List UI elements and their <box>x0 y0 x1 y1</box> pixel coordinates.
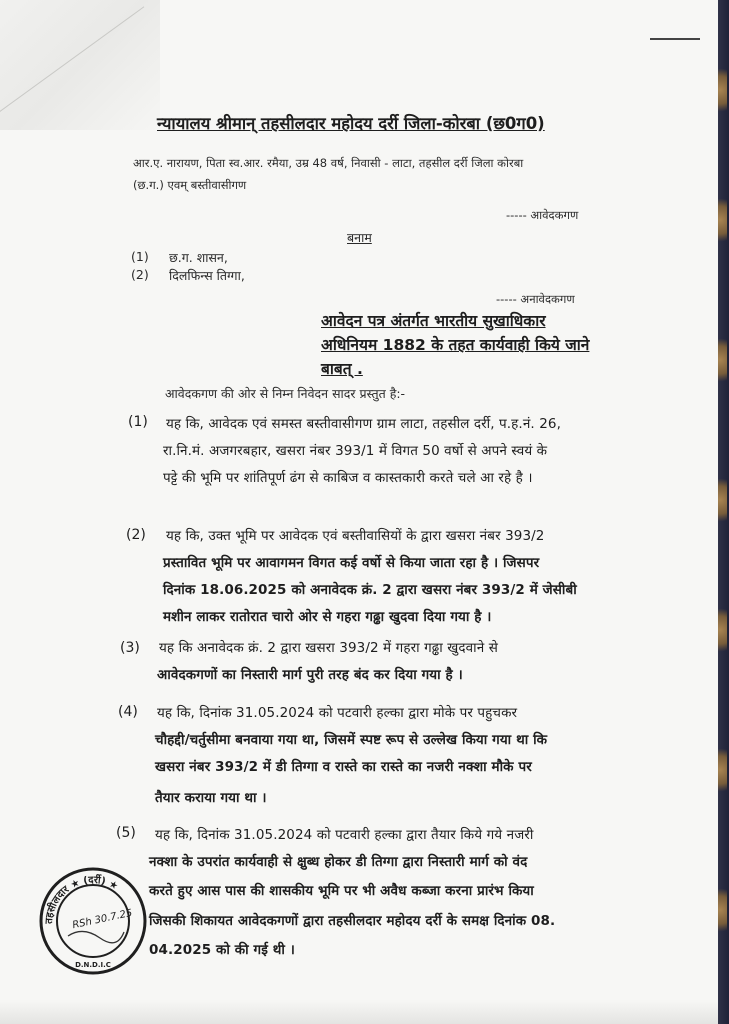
respondent-2-name: दिलफिन्स तिग्गा, <box>169 268 245 283</box>
paragraph-3-line: आवेदकगणों का निस्तारी मार्ग पुरी तरह बंद कर दिया गया है । <box>157 667 463 683</box>
applicant-line-2: (छ.ग.) एवम् बस्तीवासीगण <box>133 178 247 192</box>
respondent-label: ----- अनावेदकगण <box>496 292 575 306</box>
paragraph-2-line: दिनांक 18.06.2025 को अनावेदक क्रं. 2 द्वारा खसरा नंबर 393/2 में जेसीबी <box>163 582 577 598</box>
paragraph-4-line: तैयार कराया गया था । <box>155 790 267 806</box>
paragraph-5-line: जिसकी शिकायत आवेदकगणों द्वारा तहसीलदार महोदय दर्री के समक्ष दिनांक 08. <box>149 913 556 929</box>
respondent-2-num: (2) <box>131 267 149 282</box>
paragraph-1-num: (1) <box>128 414 148 430</box>
subject-line-1: आवेदन पत्र अंतर्गत भारतीय सुखाधिकार <box>321 312 546 330</box>
paragraph-5-line: 04.2025 को की गई थी । <box>149 942 295 958</box>
versus-label: बनाम <box>347 230 372 245</box>
paragraph-5-line: नक्शा के उपरांत कार्यवाही से क्षुब्ध होकर डी तिग्गा द्वारा निस्तारी मार्ग को वंद <box>149 854 528 870</box>
paragraph-5-line: यह कि, दिनांक 31.05.2024 को पटवारी हल्का द्वारा तैयार किये गये नजरी <box>155 827 534 843</box>
paragraph-5-line: करते हुए आस पास की शासकीय भूमि पर भी अवैध कब्जा करना प्रारंभ किया <box>149 883 534 899</box>
paragraph-4-line: यह कि, दिनांक 31.05.2024 को पटवारी हल्का द्वारा मोके पर पहुचकर <box>157 705 518 721</box>
paragraph-1-line: रा.नि.मं. अजगरबहार, खसरा नंबर 393/1 में विगत 50 वर्षो से अपने स्वयं के <box>163 443 548 459</box>
stamp-outer-text: तहसीलदार ★ (दर्री) ★ <box>43 874 120 925</box>
paragraph-1-line: पट्टे की भूमि पर शांतिपूर्ण ढंग से काबिज व कास्तकारी करते चले आ रहे है । <box>163 470 533 486</box>
subject-line-3: बाबत् . <box>321 360 363 378</box>
stamp-signature: RSh 30.7.25 <box>71 907 134 932</box>
paragraph-3-num: (3) <box>120 640 140 656</box>
paragraph-4-num: (4) <box>118 704 138 720</box>
paragraph-1-line: यह कि, आवेदक एवं समस्त बस्तीवासीगण ग्राम लाटा, तहसील दर्री, प.ह.नं. 26, <box>166 416 561 432</box>
paragraph-2-line: मशीन लाकर रातोरात चारो ओर से गहरा गढ्ढा खुदवा दिया गया है । <box>163 609 492 625</box>
page-fold <box>0 0 160 130</box>
paragraph-5-num: (5) <box>116 825 136 841</box>
paragraph-2-line: प्रस्तावित भूमि पर आवागमन विगत कई वर्षो से किया जाता रहा है । जिसपर <box>163 555 540 571</box>
stamp-bottom-text: D.N.D.I.C <box>75 961 111 969</box>
paragraph-2-line: यह कि, उक्त भूमि पर आवेदक एवं बस्तीवासियों के द्वारा खसरा नंबर 393/2 <box>166 528 545 544</box>
paragraph-4-line: खसरा नंबर 393/2 में डी तिग्गा व रास्ते का रास्ते का नजरी नक्शा मौके पर <box>155 759 532 775</box>
paragraph-4-line: चौहद्दी/चर्तुसीमा बनवाया गया था, जिसमें स्पष्ट रूप से उल्लेख किया गया था कि <box>155 732 548 748</box>
respondent-1-name: छ.ग. शासन, <box>169 250 228 265</box>
official-stamp <box>38 866 148 976</box>
applicant-label: ----- आवेदकगण <box>506 208 579 222</box>
intro-text: आवेदकगण की ओर से निम्न निवेदन सादर प्रस्तुत है:- <box>165 386 406 401</box>
paragraph-2-num: (2) <box>126 527 146 543</box>
subject-line-2: अधिनियम 1882 के तहत कार्यवाही किये जाने <box>321 336 590 354</box>
corner-mark <box>650 38 700 40</box>
court-heading: न्यायालय श्रीमान् तहसीलदार महोदय दर्री जिला-कोरबा (छ0ग0) <box>157 114 545 133</box>
paragraph-3-line: यह कि अनावेदक क्रं. 2 द्वारा खसरा 393/2 में गहरा गढ्ढा खुदवाने से <box>159 640 498 656</box>
respondent-1-num: (1) <box>131 249 149 264</box>
applicant-line-1: आर.ए. नारायण, पिता स्व.आर. रमैया, उम्र 48 वर्ष, निवासी - लाटा, तहसील दर्री जिला कोरबा <box>133 156 524 170</box>
